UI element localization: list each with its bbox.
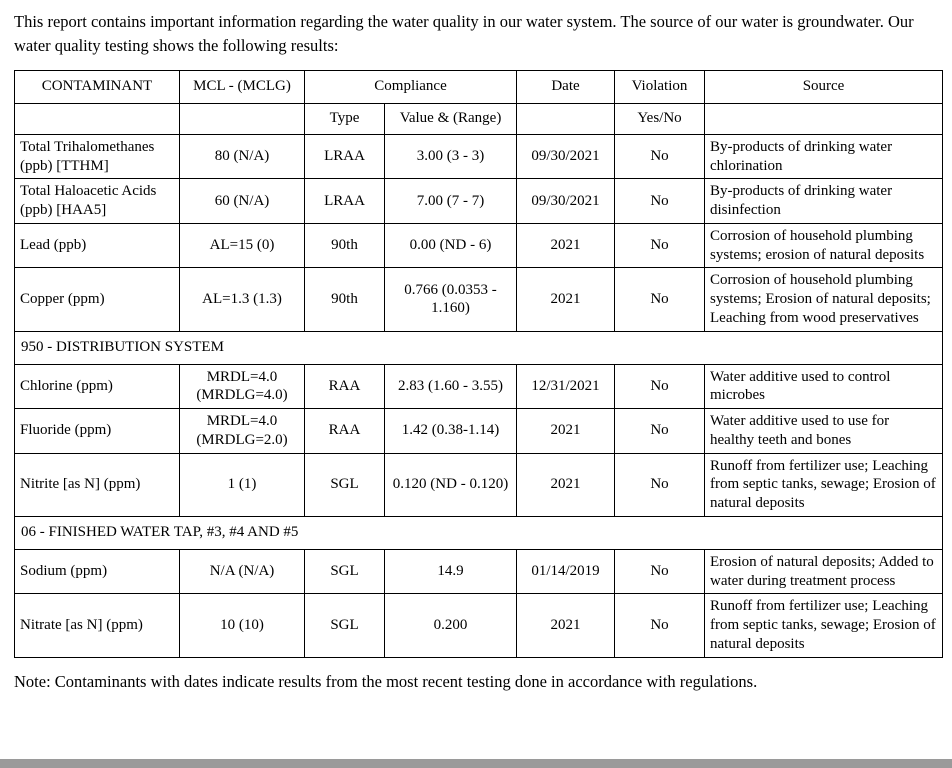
- cell-type: SGL: [305, 594, 385, 657]
- cell-mcl: AL=1.3 (1.3): [180, 268, 305, 331]
- table-row: [15, 134, 943, 179]
- cell-value: 0.200: [385, 594, 517, 657]
- header-source: Source: [705, 70, 943, 103]
- cell-contaminant: Total Trihalomethanes (ppb) [TTHM]: [15, 134, 180, 179]
- header-violation: Violation: [615, 70, 705, 103]
- cell-source: Corrosion of household plumbing systems; erosion of natural deposits: [705, 223, 943, 268]
- cell-type: RAA: [305, 409, 385, 454]
- cell-contaminant: Fluoride (ppm): [15, 409, 180, 454]
- subheader-blank-1: [15, 103, 180, 134]
- subheader-blank-4: [705, 103, 943, 134]
- section-label: 950 - DISTRIBUTION SYSTEM: [15, 331, 943, 364]
- cell-violation: No: [615, 134, 705, 179]
- table-row: [15, 364, 943, 409]
- cell-contaminant: Nitrite [as N] (ppm): [15, 453, 180, 516]
- cell-violation: No: [615, 453, 705, 516]
- cell-type: RAA: [305, 364, 385, 409]
- cell-value: 7.00 (7 - 7): [385, 179, 517, 224]
- cell-contaminant: Copper (ppm): [15, 268, 180, 331]
- cell-date: 2021: [517, 594, 615, 657]
- table-row: [15, 223, 943, 268]
- cell-contaminant: Lead (ppb): [15, 223, 180, 268]
- cell-mcl: 1 (1): [180, 453, 305, 516]
- cell-date: 2021: [517, 268, 615, 331]
- cell-mcl: 80 (N/A): [180, 134, 305, 179]
- cell-violation: No: [615, 549, 705, 594]
- header-date: Date: [517, 70, 615, 103]
- header-compliance: Compliance: [305, 70, 517, 103]
- cell-date: 09/30/2021: [517, 134, 615, 179]
- table-row: [15, 409, 943, 454]
- cell-value: 3.00 (3 - 3): [385, 134, 517, 179]
- cell-date: 2021: [517, 409, 615, 454]
- bottom-bar: [0, 759, 952, 768]
- table-section-row: [15, 516, 943, 549]
- header-mcl: MCL - (MCLG): [180, 70, 305, 103]
- cell-source: By-products of drinking water disinfection: [705, 179, 943, 224]
- cell-mcl: N/A (N/A): [180, 549, 305, 594]
- table-row: [15, 453, 943, 516]
- cell-source: Erosion of natural deposits; Added to water during treatment process: [705, 549, 943, 594]
- cell-violation: No: [615, 223, 705, 268]
- cell-contaminant: Chlorine (ppm): [15, 364, 180, 409]
- cell-mcl: MRDL=4.0 (MRDLG=2.0): [180, 409, 305, 454]
- cell-date: 2021: [517, 453, 615, 516]
- section-label: 06 - FINISHED WATER TAP, #3, #4 AND #5: [15, 516, 943, 549]
- cell-date: 01/14/2019: [517, 549, 615, 594]
- table-subheader-row: [15, 103, 943, 134]
- cell-date: 12/31/2021: [517, 364, 615, 409]
- subheader-blank-2: [180, 103, 305, 134]
- cell-type: SGL: [305, 549, 385, 594]
- intro-paragraph: This report contains important information regarding the water quality in our water system. The source of our water is groundwater. Our water quality testing shows the following results:: [14, 12, 914, 55]
- cell-mcl: 10 (10): [180, 594, 305, 657]
- cell-date: 09/30/2021: [517, 179, 615, 224]
- water-quality-table: [14, 70, 943, 658]
- cell-mcl: 60 (N/A): [180, 179, 305, 224]
- cell-contaminant: Total Haloacetic Acids (ppb) [HAA5]: [15, 179, 180, 224]
- cell-violation: No: [615, 594, 705, 657]
- table-head: [15, 70, 943, 134]
- cell-source: By-products of drinking water chlorination: [705, 134, 943, 179]
- cell-type: 90th: [305, 223, 385, 268]
- table-header-row: [15, 70, 943, 103]
- cell-source: Runoff from fertilizer use; Leaching from septic tanks, sewage; Erosion of natural deposits: [705, 453, 943, 516]
- cell-source: Water additive used to use for healthy teeth and bones: [705, 409, 943, 454]
- cell-violation: No: [615, 364, 705, 409]
- cell-value: 0.120 (ND - 0.120): [385, 453, 517, 516]
- cell-value: 0.00 (ND - 6): [385, 223, 517, 268]
- cell-mcl: MRDL=4.0 (MRDLG=4.0): [180, 364, 305, 409]
- cell-value: 14.9: [385, 549, 517, 594]
- cell-value: 1.42 (0.38-1.14): [385, 409, 517, 454]
- footnote: Note: Contaminants with dates indicate results from the most recent testing done in accordance with regulations.: [14, 671, 758, 691]
- cell-type: SGL: [305, 453, 385, 516]
- cell-contaminant: Nitrate [as N] (ppm): [15, 594, 180, 657]
- cell-source: Water additive used to control microbes: [705, 364, 943, 409]
- cell-type: 90th: [305, 268, 385, 331]
- subheader-blank-3: [517, 103, 615, 134]
- subheader-type: Type: [305, 103, 385, 134]
- cell-type: LRAA: [305, 134, 385, 179]
- subheader-value-range: Value & (Range): [385, 103, 517, 134]
- table-body: [15, 134, 943, 657]
- cell-type: LRAA: [305, 179, 385, 224]
- cell-violation: No: [615, 179, 705, 224]
- table-row: [15, 268, 943, 331]
- cell-contaminant: Sodium (ppm): [15, 549, 180, 594]
- cell-value: 2.83 (1.60 - 3.55): [385, 364, 517, 409]
- cell-source: Runoff from fertilizer use; Leaching from septic tanks, sewage; Erosion of natural deposits: [705, 594, 943, 657]
- cell-source: Corrosion of household plumbing systems; Erosion of natural deposits; Leaching from wood preservatives: [705, 268, 943, 331]
- cell-date: 2021: [517, 223, 615, 268]
- cell-violation: No: [615, 409, 705, 454]
- cell-value: 0.766 (0.0353 - 1.160): [385, 268, 517, 331]
- table-row: [15, 179, 943, 224]
- subheader-yesno: Yes/No: [615, 103, 705, 134]
- cell-mcl: AL=15 (0): [180, 223, 305, 268]
- table-row: [15, 594, 943, 657]
- table-section-row: [15, 331, 943, 364]
- cell-violation: No: [615, 268, 705, 331]
- header-contaminant: CONTAMINANT: [15, 70, 180, 103]
- table-row: [15, 549, 943, 594]
